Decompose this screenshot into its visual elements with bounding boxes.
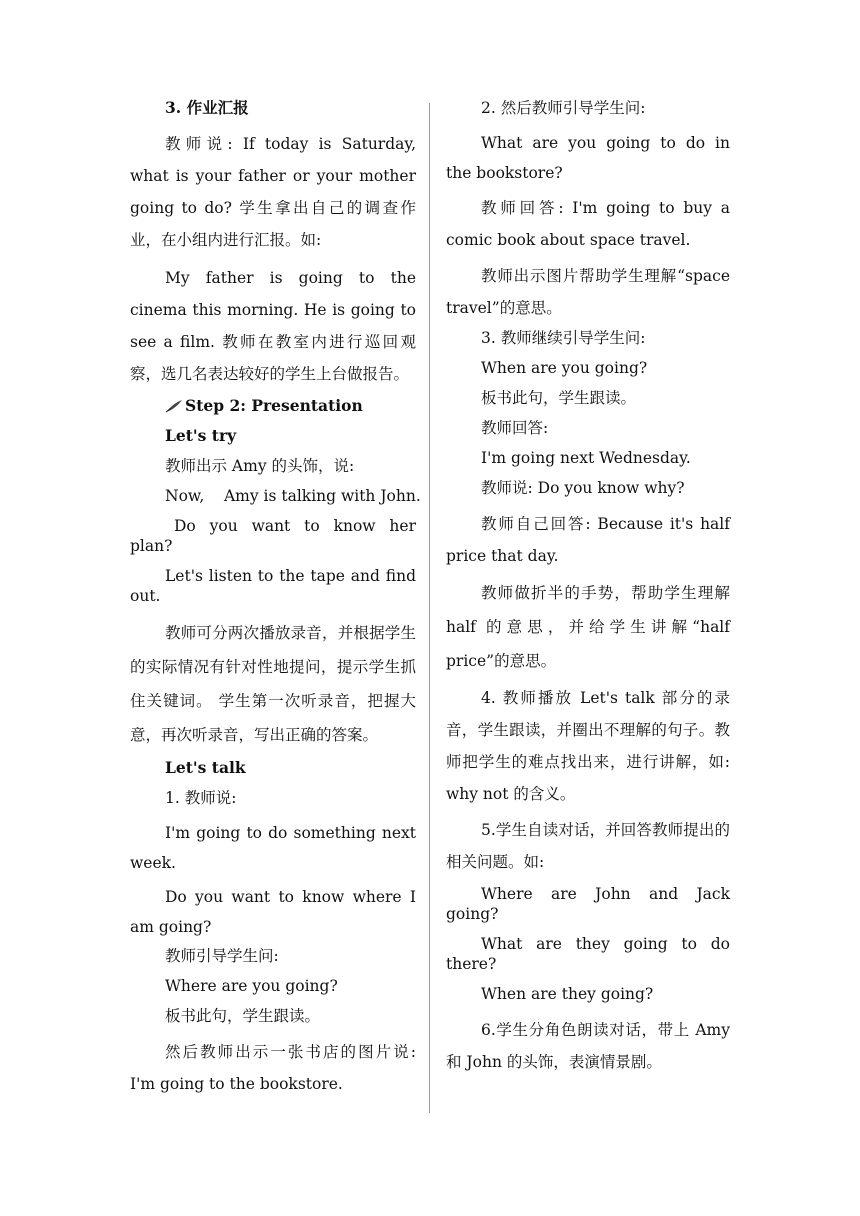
paragraph: 6.学生分角色朗读对话，带上 Amy 和 John 的头饰，表演情景剧。: [446, 1021, 730, 1071]
paragraph: 教师引导学生问:: [165, 947, 279, 965]
paragraph: 教师回答: I'm going to buy a comic book about space travel.: [446, 199, 730, 249]
paragraph: 板书此句，学生跟读。: [481, 389, 637, 407]
paragraph: What are they going to do there?: [446, 935, 730, 973]
paragraph: 教师出示图片帮助学生理解“space travel”的意思。: [446, 267, 730, 317]
step-heading: [165, 396, 416, 416]
paragraph: 教师说: If today is Saturday, what is your father or your mother going to do? 学生拿出自己的调查作业，在小组内进行汇报。如:: [130, 135, 416, 249]
paragraph: 5.学生自读对话，并回答教师提出的相关问题。如:: [446, 821, 730, 871]
step-heading-label: Step 2: Presentation: [185, 396, 363, 415]
column-divider: [429, 103, 430, 1113]
paragraph: 然后教师出示一张书店的图片说: I'm going to the bookstore.: [130, 1043, 416, 1093]
paragraph: 教师回答:: [481, 419, 549, 437]
paragraph: 教师做折半的手势，帮助学生理解 half 的意思，并给学生讲解“half price”的意思。: [446, 584, 730, 670]
right-column: [446, 98, 730, 1088]
paragraph: 2. 然后教师引导学生问:: [481, 99, 646, 117]
section-heading: Let's talk: [165, 758, 246, 777]
paragraph: When are you going?: [481, 359, 648, 377]
paragraph: 教师说: Do you know why?: [481, 479, 685, 497]
paragraph: I'm going next Wednesday.: [481, 449, 691, 467]
paragraph: Do you want to know her plan?: [130, 517, 416, 555]
paragraph: 3. 作业汇报: [165, 98, 249, 117]
paragraph: Now, Amy is talking with John.: [165, 487, 421, 505]
paragraph: 教师可分两次播放录音，并根据学生的实际情况有针对性地提问，提示学生抓住关键词。 学生第一次听录音，把握大意，再次听录音，写出正确的答案。: [130, 624, 416, 744]
paragraph: I'm going to do something next week.: [130, 824, 416, 872]
quill-pen-icon: [165, 399, 183, 413]
paragraph: My father is going to the cinema this morning. He is going to see a film. 教师在教室内进行巡回观察，选几名表达较好的学生上台做报告。: [130, 269, 416, 383]
paragraph: Where are John and Jack going?: [446, 885, 730, 923]
paragraph: 4. 教师播放 Let's talk 部分的录音，学生跟读，并圈出不理解的句子。教师把学生的难点找出来，进行讲解，如: why not 的含义。: [446, 689, 730, 803]
paragraph: When are they going?: [481, 985, 654, 1003]
paragraph: Do you want to know where I am going?: [130, 888, 416, 936]
paragraph: 1. 教师说:: [165, 789, 237, 807]
paragraph: What are you going to do in the bookstore?: [446, 134, 730, 182]
paragraph: 教师出示 Amy 的头饰，说:: [165, 457, 355, 475]
paragraph: 教师自己回答: Because it's half price that day.: [446, 515, 730, 565]
paragraph: Let's listen to the tape and find out.: [130, 567, 416, 605]
left-column: [130, 98, 421, 1110]
paragraph: Where are you going?: [165, 977, 338, 995]
paragraph: 板书此句，学生跟读。: [165, 1007, 321, 1025]
section-heading: Let's try: [165, 426, 237, 445]
paragraph: 3. 教师继续引导学生问:: [481, 329, 646, 347]
